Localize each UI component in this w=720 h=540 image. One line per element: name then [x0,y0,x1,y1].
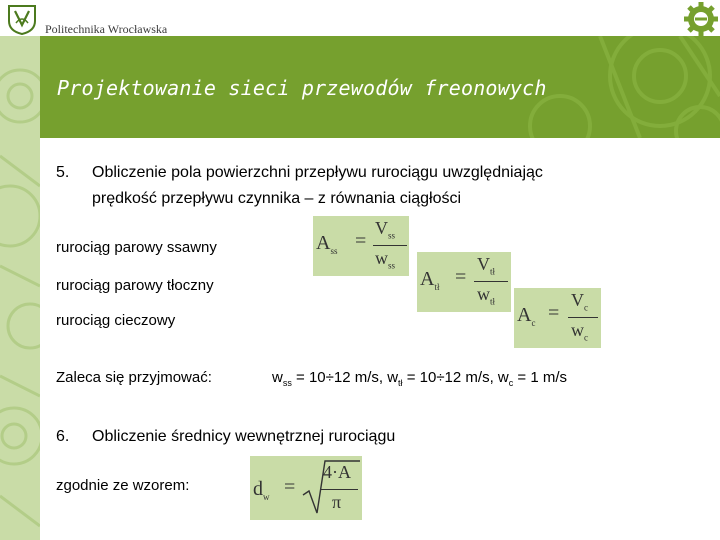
formula-suction-area: $A_{ss}$ = $V_{ss}$ $w_{ss}$ [313,216,409,276]
decorative-sidebar [0,36,40,540]
item-6-text: Obliczenie średnicy wewnętrznej rurociągu [92,428,396,445]
slide-header [40,36,720,138]
item-5-number: 5. [56,164,70,181]
pipe-discharge-label: rurociąg parowy tłoczny [56,277,214,294]
formula-inner-diameter: $d_w$ = 4·A π [250,456,362,520]
top-bar [0,0,720,36]
pipe-suction-label: rurociąg parowy ssawny [56,239,217,256]
formula-label: zgodnie ze wzorem: [56,477,190,494]
recommendation-values: $w_{ss} = 10\div 12$ m/s, $w_{tł} = 10\div 12$ m/s, $w_c = 1$ m/s [272,369,568,388]
university-name: Politechnika Wrocławska [45,22,168,36]
item-5-line-2: prędkość przepływu czynnika – z równania ciągłości [92,190,462,207]
pipe-liquid-label: rurociąg cieczowy [56,312,176,329]
gear-icon [684,2,718,36]
item-5-line-1: Obliczenie pola powierzchni przepływu rurociągu uwzględniając [92,164,543,181]
machinery-pattern-icon [0,36,40,540]
page-title: Projektowanie sieci przewodów freonowych [57,76,547,100]
item-6-number: 6. [56,428,70,445]
university-logo-icon [6,3,38,35]
recommendation-label: Zaleca się przyjmować: [56,369,212,386]
formula-discharge-area: $A_{tł}$ = $V_{tł}$ $w_{tł}$ [417,252,511,312]
slide-content [40,138,720,540]
formula-liquid-area: $A_c$ = $V_c$ $w_c$ [514,288,601,348]
